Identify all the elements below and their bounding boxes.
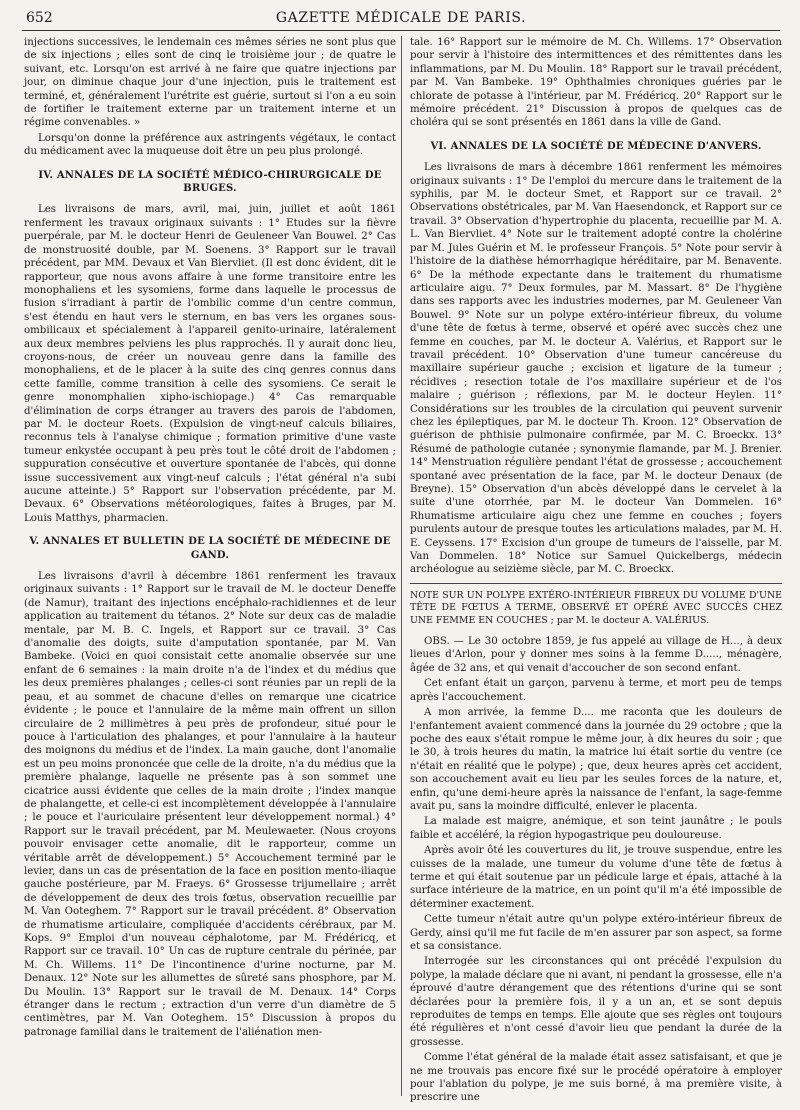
section-heading-anvers: VI. ANNALES DE LA SOCIÉTÉ DE MÉDECINE D'ANVERS.: [430, 140, 762, 152]
paragraph: injections successives, le lendemain ces mêmes séries ne sont plus que de six injections ; elles sont de cinq le troisième jour ; de quatre le suivant, etc. Lorsqu'on est arrivé à ne faire que quatre injections par jour, on diminue chaque jour d'une injection, puis le traitement est terminé, et, généralement l'urétrite est guérie, surtout si l'on a eu soin de fortifier le traitement externe par un traitement interne et un régime convenables. »: [24, 37, 396, 129]
right-column: [410, 36, 782, 1107]
paragraph: Après avoir ôté les couvertures du lit, je trouve suspendue, entre les cuisses de la malade, une tumeur du volume d'une tête de fœtus à terme et qui était soutenue par un pédicule large et épais, attaché à la surface intérieure de la matrice, en un point qu'il m'a été impossible de déterminer exactement.: [410, 845, 782, 910]
paragraph: Cette tumeur n'était autre qu'un polype extéro-intérieur fibreux de Gerdy, ainsi qu'il me fut facile de m'en assurer par son aspect, sa forme et sa consistance.: [410, 914, 782, 952]
paragraph: Les livraisons de mars, avril, mai, juin, juillet et août 1861 renferment les travaux originaux suivants : 1° Etudes sur la fièvre puerpérale, par M. le docteur Henri de Geuleneer Van Bouwel. 2° Cas de monstruosité double, par M. Soenens. 3° Rapport sur le travail précédent, par MM. Devaux et Van Biervliet. (Il est donc évident, dit le rapporteur, que nous avons affaire à une forme transitoire entre les monophaliens et les sysomiens, forme dans laquelle le processus de fusion s'irradiant à partir de l'ombilic comme d'un centre commun, s'est étendu en haut vers le sternum, en bas vers les organes sous-ombilicaux et spécialement à l'appareil genito-urinaire, latéralement aux deux membres pelviens les plus rapprochés. Il y aurait donc lieu, croyons-nous, de créer un nouveau genre dans la famille des monophaliens, et de le placer à la suite des cinq genres connus dans cette famille, comme transition à celle des sysomiens. Ce serait le genre monomphalien xipho-ischiopage.) 4° Cas remarquable d'élimination de corps étranger au travers des parois de l'abdomen, par M. le docteur Roets. (Expulsion de vingt-neuf calculs biliaires, reconnus tels à l'analyse chimique ; formation primitive d'une vaste tumeur enkystée occupant à peu près tout le côté droit de l'abdomen ; suppuration consécutive et ouverture spontanée de l'abcès, qui donne issue successivement aux vingt-neuf calculs ; l'état général n'a subi aucune atteinte.) 5° Rapport sur l'observation précédente, par M. Devaux. 6° Observations météorologiques, faites à Bruges, par M. Louis Matthys, pharmacien.: [24, 204, 396, 524]
paragraph: Cet enfant était un garçon, parvenu à terme, et mort peu de temps après l'accouchement.: [410, 678, 782, 703]
paragraph: Les livraisons de mars à décembre 1861 renferment les mémoires originaux suivants : 1° De l'emploi du mercure dans le traitement de la syphilis, par M. le docteur Smet, et Rapport sur ce travail. 2° Observations obstétricales, par M. Van Haesendonck, et Rapport sur ce travail. 3° Observation d'hypertrophie du placenta, recueillie par M. A. L. Van Biervliet. 4° Note sur le traitement adopté contre la cholérine par M. Jules Guérin et M. le professeur François. 5° Note pour servir à l'histoire de la diathèse hémorrhagique héréditaire, par M. Benavente. 6° De la méthode expectante dans le traitement du rhumatisme articulaire aigu. 7° Deux formules, par M. Massart. 8° De l'hygiène dans ses rapports avec les industries modernes, par M. Geuleneer Van Bouwel. 9° Note sur un polype extéro-intérieur fibreux, du volume d'une tête de fœtus à terme, observé et opéré avec succès chez une femme en couches, par M. le docteur A. Valérius, et Rapport sur le travail précédent. 10° Observation d'une tumeur cancéreuse du maxillaire supérieur gauche ; excision et ligature de la tumeur ; récidives ; resection totale de l'os maxillaire supérieur et de l'os malaire ; guérison ; réflexions, par M. le docteur Heylen. 11° Considérations sur les troubles de la circulation qui peuvent survenir chez les épileptiques, par M. le docteur Th. Kroon. 12° Observation de guérison de phthisie pulmonaire confirmée, par M. C. Broeckx. 13° Résumé de pathologie cutanée ; synonymie flamande, par M. J. Brenier. 14° Menstruation régulière pendant l'état de grossesse ; accouchement spontané avec présentation de la face, par M. le docteur Denaux (de Breyne). 15° Observation d'un abcès développé dans le cervelet à la suite d'une otorrhée, par M. le docteur Van Dommelen. 16° Rhumatisme articulaire aigu chez une femme en couches ; foyers purulents autour de presque toutes les articulations malades, par M. H. E. Ceyssens. 17° Excision d'un groupe de tumeurs de l'aisselle, par M. Van Dommelen. 18° Notice sur Samuel Quickelbergs, médecin archéologue au seizième siècle, par M. C. Broeckx.: [410, 162, 782, 576]
paragraph: Lorsqu'on donne la préférence aux astringents végétaux, le contact du médicament avec la muqueuse doit être un peu plus prolongé.: [24, 132, 396, 158]
section-heading-bruges: IV. ANNALES DE LA SOCIÉTÉ MÉDICO-CHIRURGICALE DE BRUGES.: [38, 169, 382, 195]
paragraph: Les livraisons d'avril à décembre 1861 renferment les travaux originaux suivants : 1° Rapport sur le travail de M. le docteur Deneffe (de Namur), traitant des injections encéphalo-rachidiennes et de leur application au traitement du tétanos. 2° Note sur deux cas de maladie mentale, par M. B. C. Ingels, et Rapport sur ce travail. 3° Cas d'anomalie des doigts, suite d'amputation spontanée, par M. Van Bambeke. (Voici en quoi consistait cette anomalie observée sur une enfant de 6 semaines : la main droite n'a de l'index et du médius que les deux premières phalanges ; celles-ci sont réunies par un repli de la peau, et au sommet de chacune d'elles on remarque une cicatrice évidente ; le pouce et l'annulaire de la même main offrent un sillon circulaire de 2 millimètres à peu près de profondeur, situé pour le pouce à l'articulation des phalanges, et pour l'annulaire à la hauteur des moignons du médius et de l'index. La main gauche, dont l'anomalie est un peu moins prononcée que celle de la droite, n'a du médius que la première phalange, laquelle ne présente pas à son sommet une cicatrice aussi évidente que celles de la main droite ; l'index manque de phalangette, et celle-ci est incomplètement développée à l'annulaire ; le pouce et l'auriculaire présentent leur développement normal.) 4° Rapport sur le travail précédent, par M. Meulewaeter. (Nous croyons pouvoir envisager cette anomalie, dit le rapporteur, comme un véritable arrêt de développement.) 5° Accouchement terminé par le levier, dans un cas de présentation de la face en position mento-iliaque gauche postérieure, par M. Fraeys. 6° Grossesse trijumellaire ; arrêt de développement de deux des trois fœtus, observation recueillie par M. Van Ooteghem. 7° Rapport sur le travail précédent. 8° Observation de rhumatisme articulaire, compliquée d'accidents cérébraux, par M. Kops. 9° Emploi d'un nouveau céphalotome, par M. Frédéricq, et Rapport sur ce travail. 10° Un cas de rupture centrale du périnée, par M. Ch. Willems. 11° De l'incontinence d'urine nocturne, par M. Denaux. 12° Note sur les allumettes de sûreté sans phosphore, par M. Du Moulin. 13° Rapport sur le travail de M. Denaux. 14° Corps étranger dans le rectum ; extraction d'un verre d'un diamètre de 5 centimètres, par M. Van Ooteghem. 15° Discussion à propos du patronage familial dans le traitement de l'aliénation men-: [24, 571, 396, 1038]
page-number: 652: [26, 10, 53, 26]
note-title: NOTE SUR UN POLYPE EXTÉRO-INTÉRIEUR FIBREUX DU VOLUME D'UNE TÊTE DE FŒTUS A TERME, OBSERVÉ ET OPÉRÉ AVEC SUCCÈS CHEZ UNE FEMME EN COUCHES ; par M. le docteur A. VALÉRIUS.: [410, 589, 782, 626]
paragraph: La malade est maigre, anémique, et son teint jaunâtre ; le pouls faible et accéléré, la région hypogastrique peu douloureuse.: [410, 816, 782, 841]
left-column: [24, 36, 396, 1041]
section-heading-gand: V. ANNALES ET BULLETIN DE LA SOCIÉTÉ DE MÉDECINE DE GAND.: [29, 536, 391, 561]
page-header: [22, 8, 780, 31]
journal-title: GAZETTE MÉDICALE DE PARIS.: [275, 10, 527, 26]
paragraph: tale. 16° Rapport sur le mémoire de M. Ch. Willems. 17° Observation pour servir à l'histoire des intermittences et des rémittentes dans les inflammations, par M. Du Moulin. 18° Rapport sur le travail précédent, par M. Van Bambeke. 19° Ophthalmies chroniques guéries par le chlorate de potasse à l'intérieur, par M. Frédéricq. 20° Rapport sur le mémoire précédent. 21° Discussion à propos de quelques cas de choléra qui se sont présentés en 1861 dans la ville de Gand.: [410, 37, 782, 129]
paragraph: Comme l'état général de la malade était assez satisfaisant, et que je ne me trouvais pas encore fixé sur le procédé opératoire à employer pour l'ablation du polype, je me suis borné, à ma première visite, à prescrire une: [410, 1052, 782, 1104]
paragraph: A mon arrivée, la femme D.... me raconta que les douleurs de l'enfantement avaient commencé dans la journée du 29 octobre ; que la poche des eaux s'était rompue le même jour, à dix heures du soir ; que le 30, à trois heures du matin, la matrice lui était sortie du ventre (ce n'était en réalité que le polype) ; que, deux heures après cet accident, son accouchement avait eu lieu par les seules forces de la nature, et, enfin, qu'une demi-heure après la naissance de l'enfant, la sage-femme avait pu, sans la moindre difficulté, enlever le placenta.: [410, 707, 782, 812]
paragraph: Interrogée sur les circonstances qui ont précédé l'expulsion du polype, la malade déclare que ni avant, ni pendant la grossesse, elle n'a éprouvé d'autre dérangement que des rétentions d'urine qui se sont déclarées pour la première fois, il y a un an, et se sont depuis reproduites de temps en temps. Elle ajoute que ses règles ont toujours été régulières et n'ont cessé d'avoir lieu que pendant la durée de la grossesse.: [410, 956, 782, 1048]
separator: [410, 583, 782, 584]
paragraph: OBS. — Le 30 octobre 1859, je fus appelé au village de H..., à deux lieues d'Arlon, pour y donner mes soins à la femme D....., ménagère, âgée de 32 ans, et qui venait d'accoucher de son second enfant.: [410, 636, 782, 674]
column-divider: [401, 36, 402, 1096]
